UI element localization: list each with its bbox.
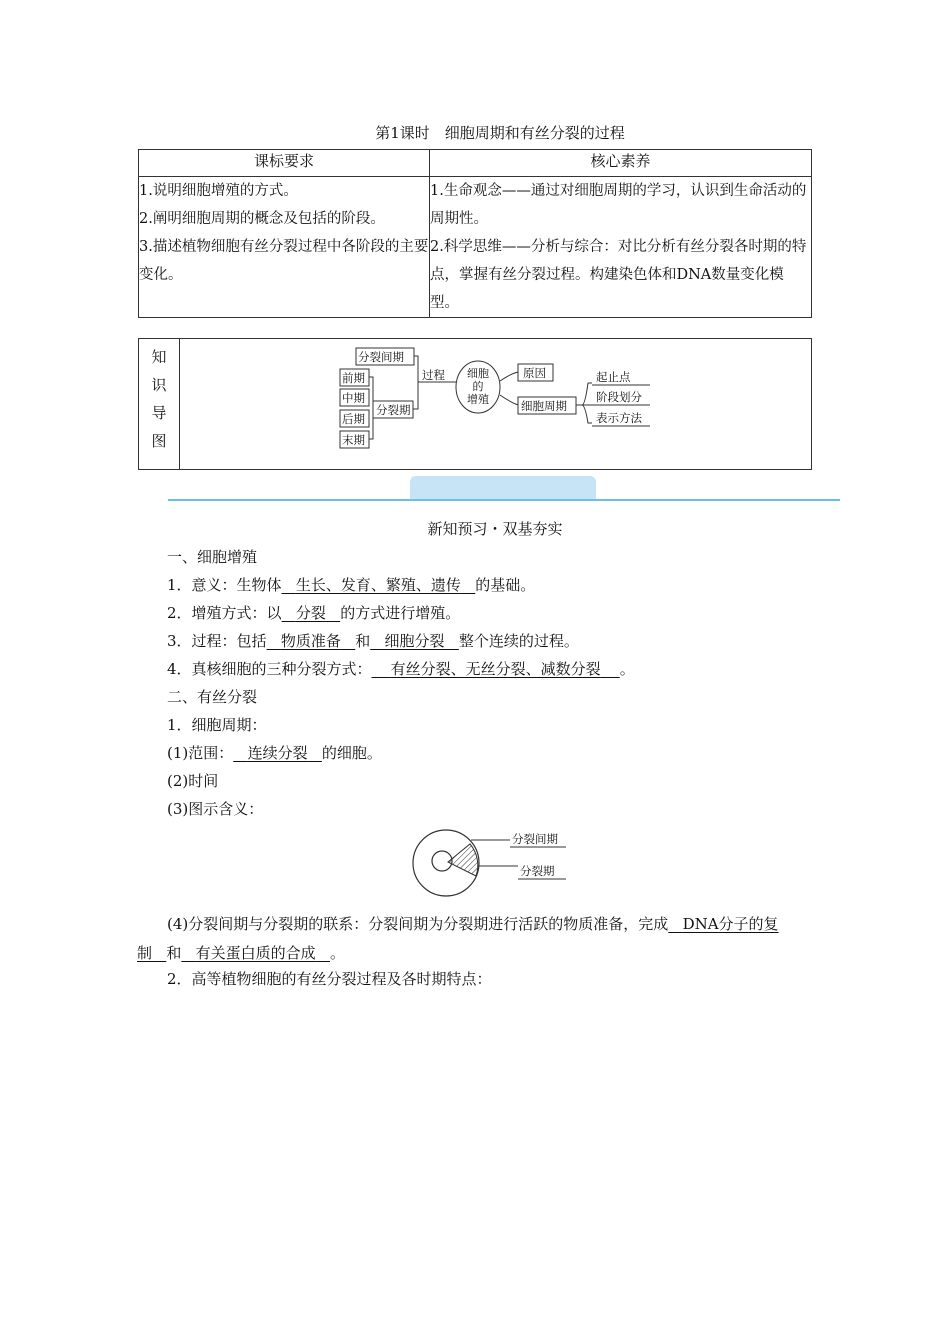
mindmap-phase-1 — [340, 369, 369, 386]
svg-text:原因: 原因 — [523, 366, 546, 380]
mindmap-mitotic — [373, 401, 413, 418]
mindmap-cycle-item: 表示方法 — [596, 411, 642, 425]
requirements-cell — [139, 177, 430, 318]
heading-mitosis: 二、有丝分裂 — [167, 688, 258, 706]
lesson-title: 第1课时 细胞周期和有丝分裂的过程 — [375, 124, 625, 142]
answer-blank: 物质准备 — [280, 632, 341, 650]
svg-text:细胞周期: 细胞周期 — [521, 399, 567, 413]
mindmap-phase-4 — [340, 431, 369, 448]
line-process: 3．过程：包括 物质准备 和 细胞分裂 整个连续的过程。 — [167, 632, 579, 650]
line-cell-cycle: 1．细胞周期： — [167, 716, 267, 734]
svg-text:前期: 前期 — [342, 371, 365, 385]
literacy-item: 2.科学思维——分析与综合：对比分析有丝分裂各时期的特点，掌握有丝分裂过程。构建染色体和DNA数量变化模型。 — [430, 239, 807, 311]
section-banner-line — [168, 499, 840, 501]
knowledge-map-table — [138, 338, 812, 470]
mindmap-cycle — [518, 397, 576, 414]
mindmap-cycle-item: 起止点 — [596, 370, 631, 384]
figure-label-interphase: 分裂间期 — [512, 832, 558, 846]
svg-text:分裂期: 分裂期 — [376, 403, 411, 417]
svg-text:中期: 中期 — [342, 391, 365, 405]
mindmap-interphase-text: 分裂间期 — [358, 350, 404, 364]
knowledge-map-label-text: 知识导图 — [151, 348, 167, 450]
answer-blank: 有关蛋白质的合成 — [195, 944, 316, 962]
line-division-types: 4．真核细胞的三种分裂方式： 有丝分裂、无丝分裂、减数分裂 。 — [167, 660, 635, 678]
knowledge-map-label — [139, 339, 180, 470]
answer-blank: 连续分裂 — [247, 744, 308, 762]
mindmap-process-label: 过程 — [422, 368, 445, 382]
literacy-item: 1.生命观念——通过对细胞周期的学习，认识到生命活动的周期性。 — [430, 183, 807, 227]
paragraph-relation: (4)分裂间期与分裂期的联系：分裂间期为分裂期进行活跃的物质准备，完成 DNA分子的复制 和 有关蛋白质的合成 。 — [137, 915, 779, 962]
standards-table — [138, 149, 812, 318]
line-figure-meaning: (3)图示含义： — [167, 800, 264, 818]
answer-blank: 生长、发育、繁殖、遗传 — [295, 576, 461, 594]
heading-cell-proliferation: 一、细胞增殖 — [167, 548, 258, 566]
figure-label-mitotic: 分裂期 — [520, 864, 555, 878]
mindmap-cause — [518, 364, 553, 381]
mindmap-phase-2 — [340, 389, 369, 406]
mindmap-phase-3 — [340, 410, 369, 427]
literacy-cell — [430, 177, 812, 318]
mindmap-interphase — [356, 348, 414, 365]
answer-blank: 细胞分裂 — [384, 632, 445, 650]
mindmap-center: 细胞的增殖 — [467, 367, 489, 406]
svg-text:末期: 末期 — [342, 433, 365, 447]
line-scope: (1)范围： 连续分裂 的细胞。 — [167, 744, 382, 762]
requirement-item: 3.描述植物细胞有丝分裂过程中各阶段的主要变化。 — [139, 239, 429, 283]
header-literacy: 核心素养 — [430, 150, 812, 177]
section-banner-tab — [410, 476, 596, 500]
section-title: 新知预习・双基夯实 — [427, 520, 563, 538]
answer-blank: 有丝分裂、无丝分裂、减数分裂 — [390, 660, 601, 678]
line-time: (2)时间 — [167, 772, 219, 790]
knowledge-map-diagram — [180, 339, 812, 469]
line-significance: 1．意义：生物体 生长、发育、繁殖、遗传 的基础。 — [167, 576, 536, 594]
line-plant-mitosis: 2．高等植物细胞的有丝分裂过程及各时期特点： — [167, 970, 492, 988]
line-method: 2．增殖方式：以 分裂 的方式进行增殖。 — [167, 604, 461, 622]
svg-text:后期: 后期 — [342, 412, 365, 426]
mindmap-cycle-item: 阶段划分 — [596, 390, 642, 404]
answer-blank: 分裂 — [295, 604, 326, 622]
cell-cycle-figure — [408, 824, 578, 904]
requirement-item: 2.阐明细胞周期的概念及包括的阶段。 — [139, 211, 385, 227]
requirement-item: 1.说明细胞增殖的方式。 — [139, 183, 298, 199]
answer-blank: DNA分子的复制 — [137, 915, 779, 962]
knowledge-map-cell — [180, 339, 812, 470]
header-requirements: 课标要求 — [139, 150, 430, 177]
